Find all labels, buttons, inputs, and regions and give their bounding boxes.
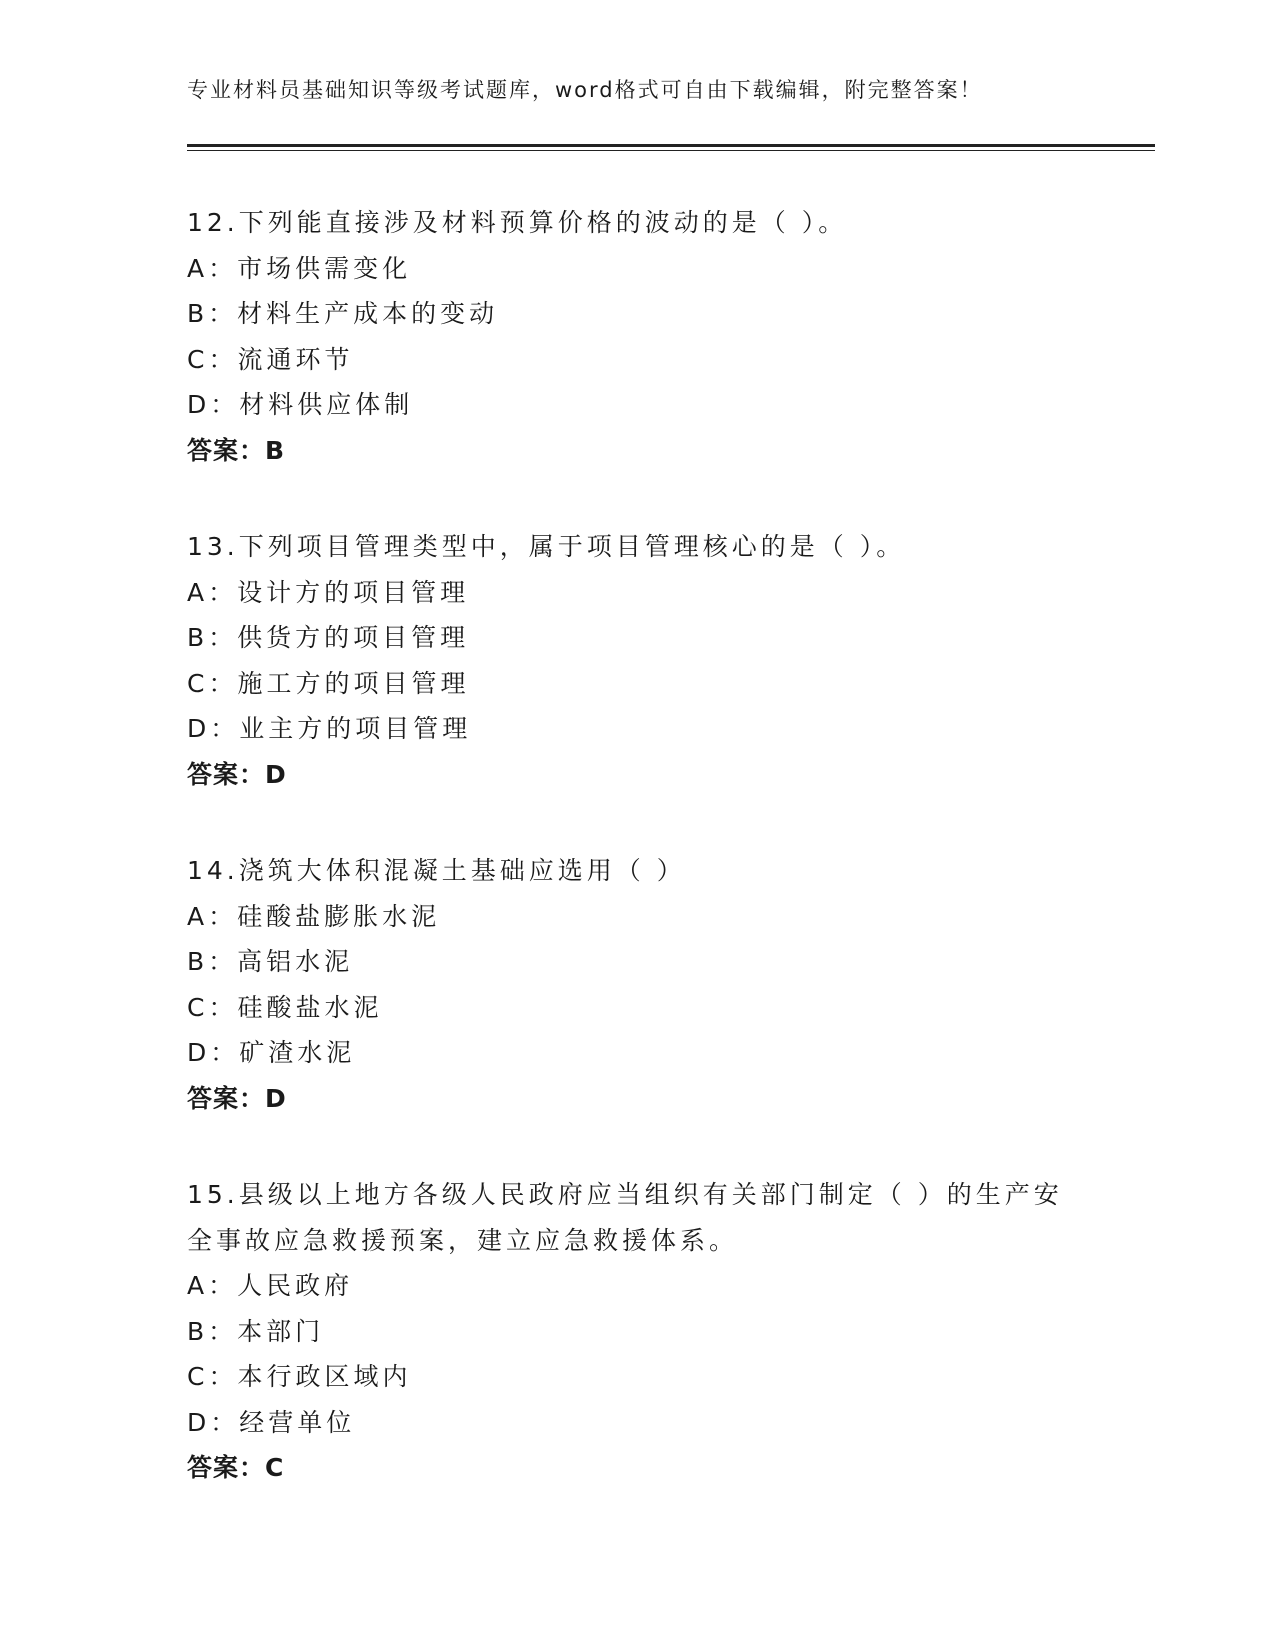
option-d: D：矿渣水泥 — [187, 1038, 356, 1067]
answer: 答案：B — [187, 435, 286, 465]
header-divider-thin — [187, 150, 1155, 151]
option-b: B：材料生产成本的变动 — [187, 299, 499, 328]
answer: 答案：C — [187, 1453, 285, 1482]
question-stem: 12.下列能直接涉及材料预算价格的波动的是（ ）。 — [187, 208, 848, 237]
answer: 答案：D — [187, 759, 287, 789]
option-c: C：流通环节 — [187, 344, 354, 374]
option-d: D：经营单位 — [187, 1407, 356, 1437]
option-d: D：业主方的项目管理 — [187, 714, 472, 743]
question-14 — [187, 848, 1087, 1121]
question-stem-line-2: 全事故应急救援预案，建立应急救援体系。 — [187, 1225, 739, 1255]
option-a: A：市场供需变化 — [187, 253, 412, 283]
option-a: A：人民政府 — [187, 1271, 354, 1300]
question-15 — [187, 1172, 1087, 1491]
question-13 — [187, 524, 1087, 797]
question-stem: 13.下列项目管理类型中，属于项目管理核心的是（ ）。 — [187, 532, 906, 561]
header-divider-thick — [187, 144, 1155, 147]
option-b: B：本部门 — [187, 1316, 325, 1346]
option-c: C：施工方的项目管理 — [187, 668, 470, 698]
page-header: 专业材料员基础知识等级考试题库，word格式可自由下载编辑，附完整答案！ — [187, 78, 983, 102]
option-a: A：硅酸盐膨胀水泥 — [187, 901, 441, 931]
option-a: A：设计方的项目管理 — [187, 577, 470, 607]
question-12 — [187, 200, 1087, 473]
question-stem: 14.浇筑大体积混凝土基础应选用（ ） — [187, 856, 686, 885]
option-b: B：供货方的项目管理 — [187, 623, 470, 652]
question-stem-line-1: 15.县级以上地方各级人民政府应当组织有关部门制定（ ）的生产安 — [187, 1180, 1063, 1209]
question-list — [187, 200, 1087, 1542]
option-b: B：高铝水泥 — [187, 947, 354, 976]
option-d: D：材料供应体制 — [187, 390, 414, 419]
option-c: C：硅酸盐水泥 — [187, 992, 383, 1022]
option-c: C：本行政区域内 — [187, 1362, 412, 1391]
answer: 答案：D — [187, 1083, 287, 1113]
